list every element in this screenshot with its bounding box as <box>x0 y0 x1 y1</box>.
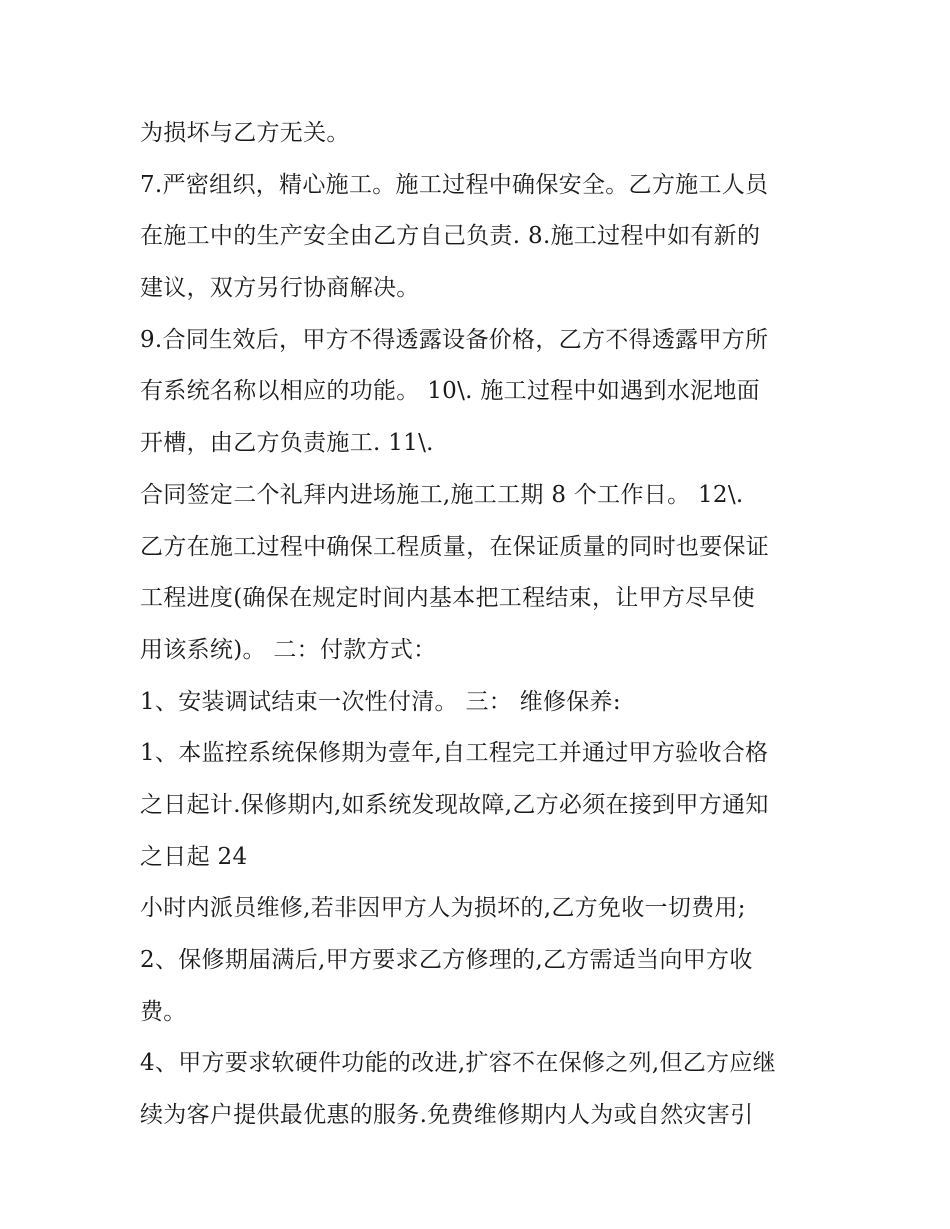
text-line: 1、安装调试结束一次性付清。 三： 维修保养: <box>140 688 621 715</box>
text-line: 用该系统)。 二：付款方式： <box>140 636 437 663</box>
text-line: 乙方在施工过程中确保工程质量，在保证质量的同时也要保证 <box>140 533 770 560</box>
text-line: 在施工中的生产安全由乙方自己负责. 8.施工过程中如有新的 <box>140 223 761 250</box>
text-line: 续为客户提供最优惠的服务.免费维修期内人为或自然灾害引 <box>140 1102 754 1129</box>
text-line: 有系统名称以相应的功能。 10\. 施工过程中如遇到水泥地面 <box>140 378 760 405</box>
text-line: 2、保修期届满后,甲方要求乙方修理的,乙方需适当向甲方收 <box>140 947 753 973</box>
text-line: 费。 <box>140 998 187 1025</box>
text-line: 9.合同生效后，甲方不得透露设备价格，乙方不得透露甲方所 <box>140 326 769 353</box>
text-line: 合同签定二个礼拜内进场施工,施工工期 8 个工作日。 12\. <box>140 481 744 508</box>
document-body <box>140 108 830 1142</box>
text-line: 工程进度(确保在规定时间内基本把工程结束，让甲方尽早使 <box>140 585 756 612</box>
text-line: 之日起计.保修期内,如系统发现故障,乙方必须在接到甲方通知 <box>140 791 769 818</box>
text-line: 4、甲方要求软硬件功能的改进,扩容不在保修之列,但乙方应继 <box>140 1050 776 1077</box>
text-line: 建议，双方另行协商解决。 <box>140 275 420 302</box>
text-line: 1、本监控系统保修期为壹年,自工程完工并通过甲方验收合格 <box>140 740 769 767</box>
text-line: 7.严密组织，精心施工。施工过程中确保安全。乙方施工人员 <box>140 171 769 198</box>
text-line: 开槽，由乙方负责施工. 11\. <box>140 430 434 457</box>
text-line: 之日起 24 <box>140 843 248 870</box>
text-line: 为损坏与乙方无关。 <box>140 120 350 146</box>
text-line: 小时内派员维修,若非因甲方人为损坏的,乙方免收一切费用; <box>140 895 746 922</box>
